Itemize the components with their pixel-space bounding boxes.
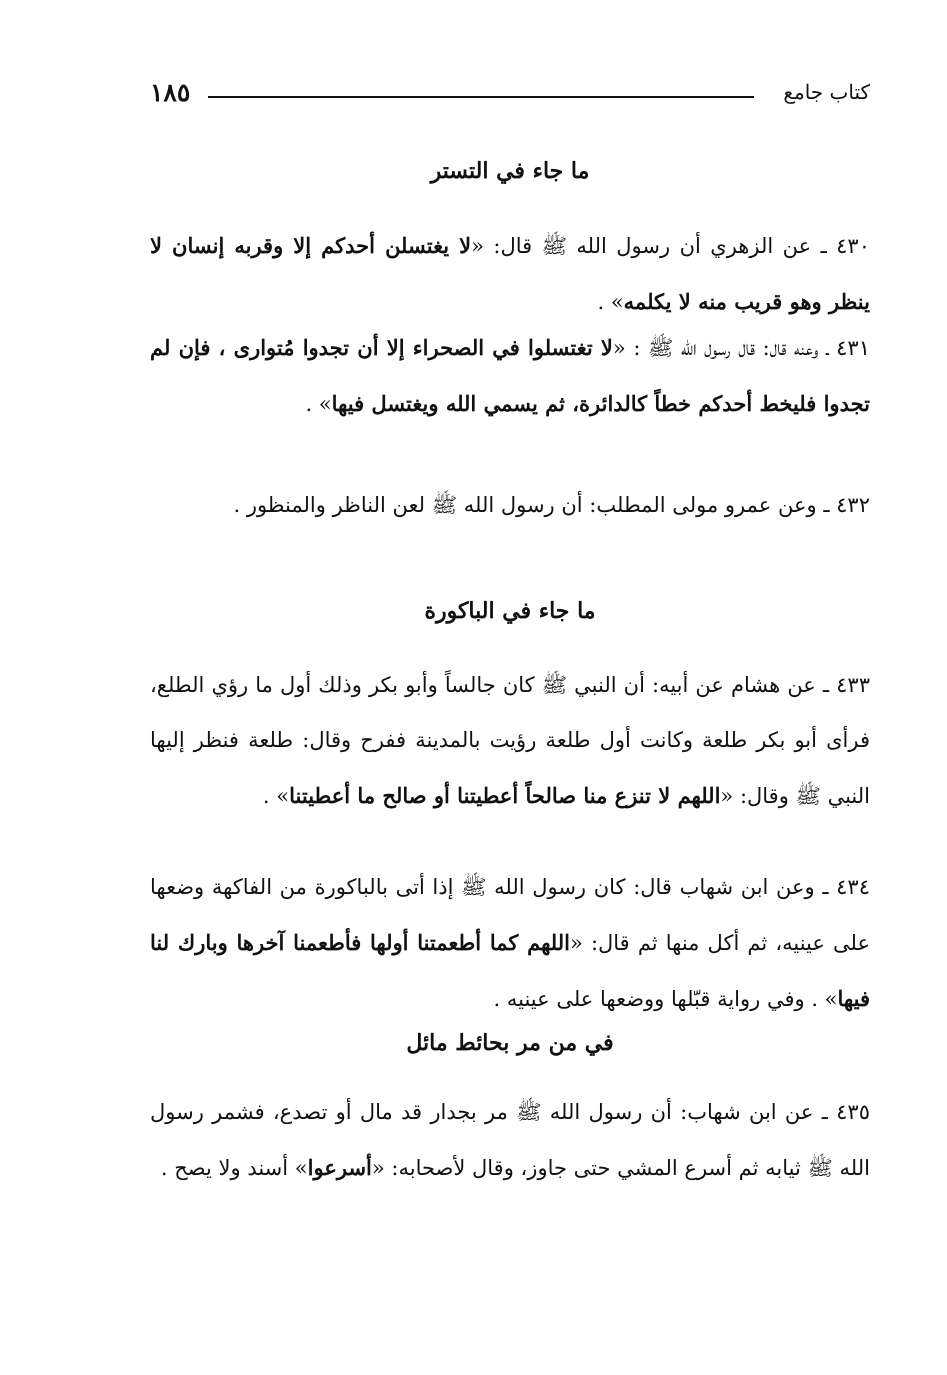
hadith-intro: ـ وعن عمرو مولى المطلب: أن رسول الله ﷺ لعن الناظر والمنظور . [233, 493, 837, 517]
hadith-number: ٤٣٢ [836, 493, 870, 517]
hadith-number: ٤٣١ [836, 336, 870, 360]
hadith-quote: اللهم لا تنزع منا صالحاً أعطيتنا أو صالح ما أعطيتنا [289, 783, 721, 808]
hadith-after: » . [305, 392, 332, 416]
hadith-after: » أسند ولا يصح . [160, 1156, 308, 1180]
hadith-intro: ـ وعنه قال: قال رسول الله ﷺ : « [612, 336, 837, 360]
hadith-after: » . [597, 290, 624, 314]
hadith-quote: أسرعوا [307, 1155, 372, 1180]
hadith-intro: ـ عن هشام عن أبيه: أن النبي ﷺ كان جالساً وأبو بكر وذلك أول ما رؤي الطلع، فرأى أبو بكر طلعة وكانت أول طلعة رؤيت بالمدينة ففرح وقال: طلعة فنظر إليها النبي ﷺ وقال: « [150, 673, 870, 808]
hadith-after: » . وفي رواية قبّلها ووضعها على عينيه . [493, 987, 838, 1011]
hadith-intro: ـ وعن ابن شهاب قال: كان رسول الله ﷺ إذا أتى بالباكورة من الفاكهة وضعها على عينيه، ثم أكل منها ثم قال: « [150, 875, 871, 955]
hadith-paragraph [150, 1085, 870, 1196]
hadith-number: ٤٣٣ [836, 673, 870, 697]
header-rule [208, 96, 754, 98]
hadith-number: ٤٣٠ [836, 234, 870, 258]
hadith-intro: ـ عن ابن شهاب: أن رسول الله ﷺ مر بجدار قد مال أو تصدع، فشمر رسول الله ﷺ ثيابه ثم أسرع المشي حتى جاوز، وقال لأصحابه: « [150, 1100, 870, 1180]
section-heading: في من مر بحائط مائل [406, 1030, 614, 1056]
hadith-paragraph [150, 658, 870, 824]
hadith-quote: لا يغتسلن أحدكم إلا وقربه إنسان لا ينظر وهو قريب منه لا يكلمه [150, 233, 870, 314]
hadith-number: ٤٣٤ [836, 875, 870, 899]
page-number: ١٨٥ [150, 78, 191, 107]
hadith-paragraph [150, 860, 870, 1027]
hadith-quote: اللهم كما أطعمتنا أولها فأطعمنا آخرها وبارك لنا فيها [150, 930, 870, 1011]
page-header [150, 78, 870, 118]
hadith-after: » . [262, 784, 290, 808]
section-heading: ما جاء في الباكورة [424, 598, 596, 624]
hadith-paragraph [150, 218, 870, 330]
hadith-paragraph [150, 320, 870, 432]
book-title: كتاب جامع [783, 80, 870, 104]
hadith-paragraph [150, 478, 870, 533]
section-heading: ما جاء في التستر [430, 158, 590, 184]
hadith-quote: لا تغتسلوا في الصحراء إلا أن تجدوا مُتوارى ، فإن لم تجدوا فليخط أحدكم خطاً كالدائرة، ثم يسمي الله ويغتسل فيها [150, 335, 870, 416]
hadith-intro: ـ عن الزهري أن رسول الله ﷺ قال: « [471, 234, 837, 258]
hadith-number: ٤٣٥ [836, 1100, 870, 1124]
